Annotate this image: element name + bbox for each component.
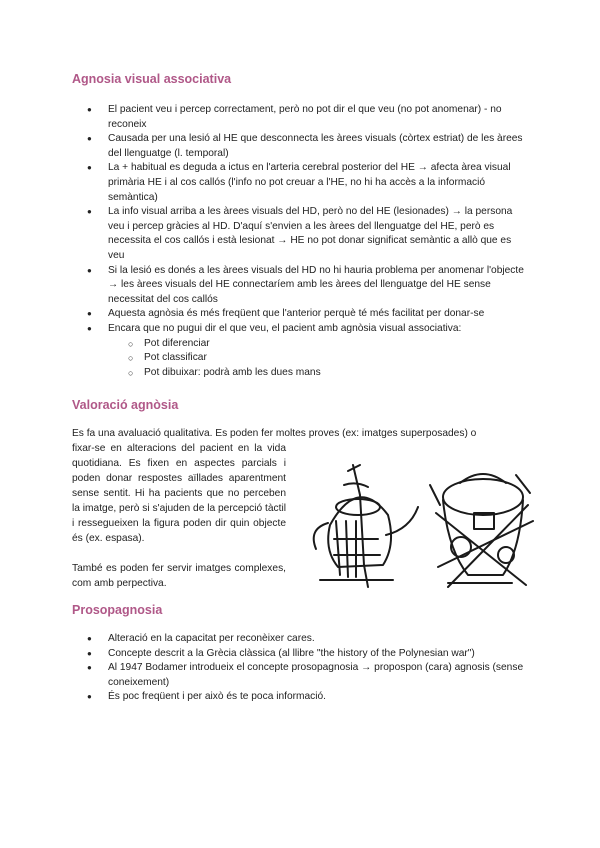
list-item: ● Aquesta agnòsia és més freqüent que l'anterior perquè té més facilitat per donar-se (87, 307, 527, 322)
list-item (87, 322, 527, 380)
valoracio-intro-line: Es fa una avaluació qualitativa. Es poden fer moltes proves (ex: imatges superposades) o (72, 428, 477, 439)
list-item: ● Si la lesió es donés a les àrees visuals del HD no hi hauria problema per anomenar l'objecte → les àrees visuals del HE connectaríem amb les àrees del llenguatge del HE sense necessitat del cos callós (87, 264, 527, 308)
list-item-text: Encara que no pugui dir el que veu, el pacient amb agnòsia visual associativa: (108, 322, 462, 334)
heading-prosopagnosia: Prosopagnosia (72, 603, 163, 617)
list-item: ● Alteració en la capacitat per reconèixer cares. (87, 632, 527, 647)
list-item: ● Concepte descrit a la Grècia clàssica (al llibre "the history of the Polynesian war") (87, 647, 527, 662)
sub-list-item: ○ Pot dibuixar: podrà amb les dues mans (108, 366, 527, 381)
valoracio-paragraph: fixar-se en alteracions del pacient en la vida quotidiana. Es fixen en aspectes parcials i poden donar respostes aïllades aparentment sense sentit. Hi ha pacients que no perceben la imatge, però si s'ajuden de la percepció tàctil i ressegueixen la figura poden dir quin objecte és (ex. espasa). (72, 443, 286, 544)
list-item: ● Al 1947 Bodamer introdueix el concepte prosopagnosia → propospon (cara) agnosis (sense coneixement) (87, 661, 527, 690)
heading-agnosia-visual-associativa: Agnosia visual associativa (72, 72, 232, 86)
sub-list-item: ○ Pot classificar (108, 351, 527, 366)
list-item: ● La info visual arriba a les àrees visuals del HD, però no del HE (lesionades) → la persona veu i percep gràcies al HD. D'aquí s'envien a les àrees del llenguatge del HE, però es necessita el cos callós i està lesionat → HE no pot donar significat semàntic a allò que es veu (87, 205, 527, 263)
agnosia-bullet-list (87, 103, 527, 380)
agnosia-sub-list (108, 337, 527, 381)
list-item: ● La + habitual es deguda a ictus en l'arteria cerebral posterior del HE → afecta àrea visual primària HE i al cos callós (l'info no pot creuar a l'HE, no hi ha accès a la informació semàntica) (87, 161, 527, 205)
overlapping-objects-sketch-icon (298, 455, 536, 595)
list-item: ● És poc freqüent i per això és te poca informació. (87, 690, 527, 705)
list-item: ● Causada per una lesió al HE que desconnecta les àrees visuals (còrtex estriat) de les àrees del llenguatge (l. temporal) (87, 132, 527, 161)
valoracio-paragraph-2: També es poden fer servir imatges complexes, com amb perpectiva. (72, 563, 286, 589)
list-item: ● El pacient veu i percep correctament, però no pot dir el que veu (no pot anomenar) - no reconeix (87, 103, 527, 132)
sub-list-item: ○ Pot diferenciar (108, 337, 527, 352)
prosopagnosia-bullet-list (87, 632, 527, 705)
heading-valoracio-agnosia: Valoració agnòsia (72, 398, 179, 412)
